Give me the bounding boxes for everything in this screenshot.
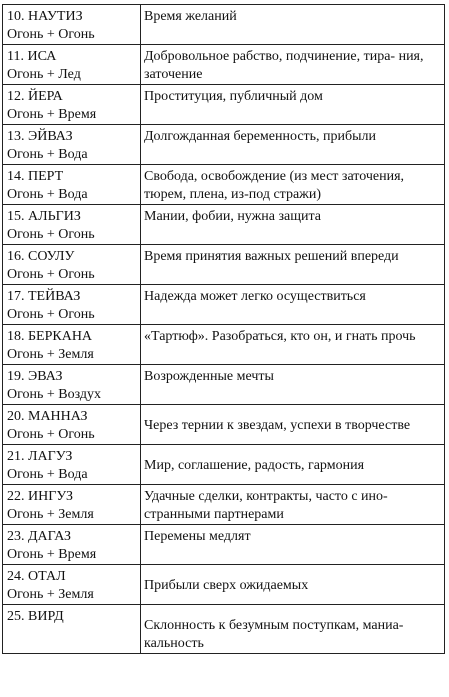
rune-name: 25. ВИРД — [7, 609, 64, 624]
rune-elements: Огонь + Вода — [7, 147, 88, 162]
rune-name: 18. БЕРКАНА — [7, 329, 93, 344]
meaning-cell: Проституция, публичный дом — [141, 85, 445, 125]
rune-name: 23. ДАГАЗ — [7, 529, 72, 544]
table-row — [3, 565, 445, 605]
meaning-cell: Перемены медлят — [141, 525, 445, 565]
rune-elements: Огонь + Огонь — [7, 267, 95, 282]
meaning-cell: «Тартюф». Разобраться, кто он, и гнать прочь — [141, 325, 445, 365]
rune-name: 17. ТЕЙВАЗ — [7, 289, 81, 304]
rune-cell — [3, 485, 141, 525]
table-row — [3, 165, 445, 205]
rune-elements: Огонь + Время — [7, 547, 97, 562]
table-row — [3, 45, 445, 85]
rune-name: 11. ИСА — [7, 49, 57, 64]
rune-name: 22. ИНГУЗ — [7, 489, 74, 504]
rune-elements: Огонь + Время — [7, 107, 97, 122]
rune-cell — [3, 445, 141, 485]
meaning-cell: Прибыли сверх ожидаемых — [141, 565, 445, 605]
table-row — [3, 205, 445, 245]
meaning-cell: Время желаний — [141, 5, 445, 45]
meaning-cell: Надежда может легко осуществиться — [141, 285, 445, 325]
rune-elements: Огонь + Вода — [7, 187, 88, 202]
table-row — [3, 405, 445, 445]
rune-elements: Огонь + Огонь — [7, 427, 95, 442]
meaning-cell: Склонность к безумным поступкам, маниа- кальность — [141, 605, 445, 654]
rune-cell — [3, 565, 141, 605]
meaning-cell: Мир, соглашение, радость, гармония — [141, 445, 445, 485]
rune-name: 21. ЛАГУЗ — [7, 449, 73, 464]
rune-elements: Огонь + Земля — [7, 347, 94, 362]
rune-cell — [3, 245, 141, 285]
meaning-cell: Время принятия важных решений впереди — [141, 245, 445, 285]
rune-cell — [3, 525, 141, 565]
table-row — [3, 85, 445, 125]
rune-name: 10. НАУТИЗ — [7, 9, 83, 24]
rune-elements: Огонь + Земля — [7, 587, 94, 602]
table-row — [3, 125, 445, 165]
rune-cell — [3, 365, 141, 405]
rune-name: 16. СОУЛУ — [7, 249, 75, 264]
rune-name: 14. ПЕРТ — [7, 169, 64, 184]
meaning-cell: Мании, фобии, нужна защита — [141, 205, 445, 245]
meaning-cell: Удачные сделки, контракты, часто с ино- странными партнерами — [141, 485, 445, 525]
meaning-cell: Добровольное рабство, подчинение, тира- ния, заточение — [141, 45, 445, 85]
rune-cell — [3, 205, 141, 245]
rune-cell — [3, 325, 141, 365]
table-row — [3, 605, 445, 654]
rune-name: 19. ЭВАЗ — [7, 369, 63, 384]
table-row — [3, 485, 445, 525]
rune-cell — [3, 125, 141, 165]
meaning-cell: Через тернии к звездам, успехи в творчестве — [141, 405, 445, 445]
rune-cell — [3, 85, 141, 125]
rune-elements: Огонь + Огонь — [7, 27, 95, 42]
rune-cell — [3, 45, 141, 85]
meaning-cell: Долгожданная беременность, прибыли — [141, 125, 445, 165]
meaning-cell: Свобода, освобождение (из мест заточения, тюрем, плена, из-под стражи) — [141, 165, 445, 205]
rune-elements: Огонь + Огонь — [7, 307, 95, 322]
table-row — [3, 365, 445, 405]
rune-name: 24. ОТАЛ — [7, 569, 66, 584]
rune-name: 13. ЭЙВАЗ — [7, 129, 73, 144]
rune-cell — [3, 285, 141, 325]
rune-name: 12. ЙЕРА — [7, 89, 63, 104]
rune-cell — [3, 405, 141, 445]
rune-elements: Огонь + Вода — [7, 467, 88, 482]
table-row — [3, 445, 445, 485]
table-row — [3, 5, 445, 45]
rune-cell — [3, 5, 141, 45]
rune-name: 15. АЛЬГИЗ — [7, 209, 81, 224]
rune-cell — [3, 165, 141, 205]
table-row — [3, 285, 445, 325]
rune-name: 20. МАННАЗ — [7, 409, 88, 424]
rune-cell — [3, 605, 141, 654]
table-row — [3, 325, 445, 365]
rune-table — [2, 4, 445, 654]
rune-elements: Огонь + Воздух — [7, 387, 102, 402]
meaning-cell: Возрожденные мечты — [141, 365, 445, 405]
table-row — [3, 245, 445, 285]
rune-elements: Огонь + Лед — [7, 67, 81, 82]
table-row — [3, 525, 445, 565]
rune-elements: Огонь + Огонь — [7, 227, 95, 242]
rune-elements: Огонь + Земля — [7, 507, 94, 522]
